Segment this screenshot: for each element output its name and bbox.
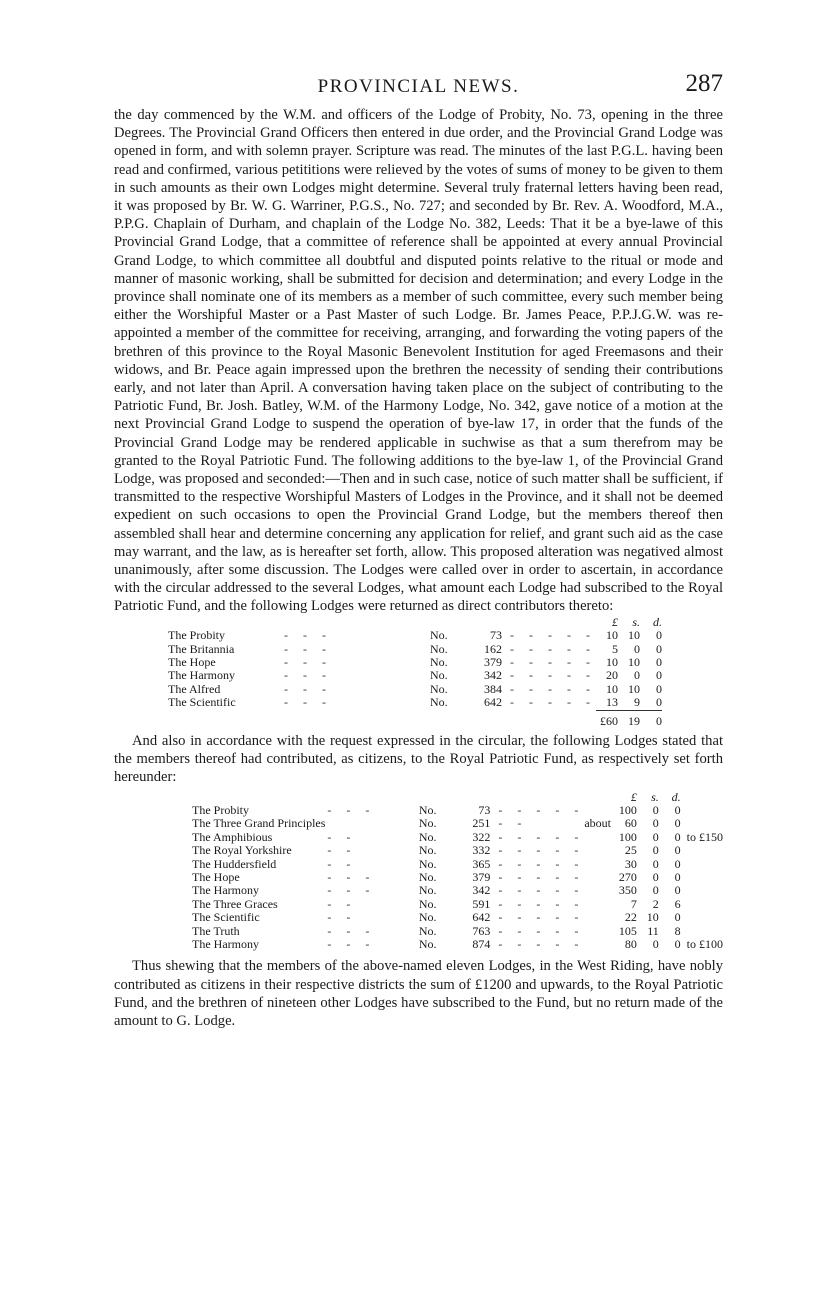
lodge-name: The Hope xyxy=(168,654,216,669)
number-label: No. xyxy=(418,843,437,858)
table-row xyxy=(192,831,723,844)
lodge-number: 384 xyxy=(484,681,502,696)
table-row xyxy=(192,925,723,938)
leader-dashes xyxy=(325,817,418,830)
lodge-number: 379 xyxy=(484,654,502,669)
pounds-value: 20 xyxy=(605,668,618,683)
number-label: No. xyxy=(430,668,448,683)
number-label: No. xyxy=(418,923,437,938)
leader-dashes: - - - xyxy=(284,654,332,669)
pounds-value: 25 xyxy=(624,843,637,858)
pounds-value: 105 xyxy=(618,923,637,938)
pounds-value: 270 xyxy=(618,869,637,884)
pence-value: 0 xyxy=(655,681,662,696)
pounds-value: 100 xyxy=(618,829,637,844)
paragraph-2: And also in accordance with the request expressed in the circular, the following Lodges stated that the members thereof had contributed, as citizens, to the Royal Patriotic Fund, as respectively set forth hereunder: xyxy=(114,732,723,786)
number-label: No. xyxy=(418,883,437,898)
leader-dashes: - - - - - xyxy=(510,668,596,683)
lodge-number: 874 xyxy=(472,937,491,952)
number-label: No. xyxy=(418,802,437,817)
number-label: No. xyxy=(418,896,437,911)
table-row xyxy=(168,683,662,696)
lodge-name: The Scientific xyxy=(168,695,236,710)
lodge-name: The Three Grand Principles xyxy=(192,816,326,831)
lodge-number: 342 xyxy=(484,668,502,683)
lodge-number: 379 xyxy=(472,869,491,884)
pence-value: 8 xyxy=(674,923,681,938)
leader-dashes: - - - xyxy=(327,883,376,898)
number-label: No. xyxy=(430,654,448,669)
leader-dashes: - - - xyxy=(284,641,332,656)
lodge-number: 591 xyxy=(472,896,491,911)
lodge-number: 342 xyxy=(472,883,491,898)
number-label: No. xyxy=(418,937,437,952)
pounds-label: £ xyxy=(630,789,637,804)
leader-dashes: - - xyxy=(327,843,357,858)
leader-dashes: - - - - - xyxy=(498,856,585,871)
pence-value: 0 xyxy=(655,628,662,643)
pounds-value: 100 xyxy=(618,802,637,817)
lodge-name: The Britannia xyxy=(168,641,235,656)
lodge-name: The Truth xyxy=(192,923,240,938)
pence-value: 0 xyxy=(674,937,681,952)
leader-dashes: - - - - - xyxy=(498,910,585,925)
pence-value: 0 xyxy=(655,654,662,669)
leader-dashes: - - - - - xyxy=(498,829,585,844)
pence-value: 0 xyxy=(674,802,681,817)
shillings-value: 9 xyxy=(633,695,640,710)
pounds-value: 60 xyxy=(624,816,637,831)
shillings-value: 2 xyxy=(652,896,659,911)
pounds-value: 10 xyxy=(605,654,618,669)
leader-dashes: - - - - - xyxy=(498,896,585,911)
lodge-name: The Harmony xyxy=(192,937,259,952)
lodge-name: The Harmony xyxy=(168,668,235,683)
shillings-label: s. xyxy=(632,614,640,629)
amount-note xyxy=(681,898,723,911)
lodge-number: 332 xyxy=(472,843,491,858)
leader-dashes: - - - xyxy=(327,869,376,884)
leader-dashes: - - - - - xyxy=(498,923,585,938)
number-label: No. xyxy=(430,628,448,643)
number-label: No. xyxy=(418,910,437,925)
pence-value: 0 xyxy=(674,856,681,871)
leader-dashes: - - - - - xyxy=(498,843,585,858)
leader-dashes: - - - xyxy=(284,695,332,710)
leader-dashes: - - - xyxy=(327,802,376,817)
lodge-number: 365 xyxy=(472,856,491,871)
pounds-value: 22 xyxy=(624,910,637,925)
leader-dashes: - - xyxy=(327,829,357,844)
shillings-value: 0 xyxy=(633,668,640,683)
lodge-number: 642 xyxy=(484,695,502,710)
table-row xyxy=(168,669,662,682)
lodge-name: The Three Graces xyxy=(192,896,278,911)
page-header xyxy=(114,0,723,106)
table-row xyxy=(168,643,662,656)
lodge-name: The Hope xyxy=(192,869,240,884)
about-label xyxy=(584,925,611,938)
currency-header-row xyxy=(192,791,723,804)
about-label xyxy=(584,884,611,897)
total-pounds: £60 xyxy=(596,710,618,728)
pence-value: 0 xyxy=(655,695,662,710)
amount-note xyxy=(681,804,723,817)
about-label xyxy=(584,831,611,844)
lodge-name: The Royal Yorkshire xyxy=(192,843,292,858)
lodge-name: The Harmony xyxy=(192,883,259,898)
pence-label: d. xyxy=(652,614,662,629)
table-row xyxy=(192,804,723,817)
leader-dashes: - - - - - xyxy=(510,654,596,669)
about-label xyxy=(584,898,611,911)
about-label: about xyxy=(584,816,612,831)
leader-dashes: - - xyxy=(498,816,528,831)
shillings-value: 0 xyxy=(652,883,659,898)
shillings-value: 10 xyxy=(627,654,640,669)
direct-contributors-table xyxy=(168,616,662,728)
amount-note xyxy=(681,844,723,857)
leader-dashes: - - xyxy=(327,856,357,871)
pounds-value: 350 xyxy=(618,883,637,898)
amount-note xyxy=(681,871,723,884)
leader-dashes: - - - - - xyxy=(510,641,596,656)
table-row xyxy=(192,871,723,884)
number-label: No. xyxy=(418,856,437,871)
lodge-name: The Huddersfield xyxy=(192,856,277,871)
shillings-value: 10 xyxy=(627,681,640,696)
total-shillings: 19 xyxy=(618,710,640,728)
table-row xyxy=(192,844,723,857)
about-label xyxy=(584,871,611,884)
total-pence: 0 xyxy=(640,710,662,728)
table-row xyxy=(192,858,723,871)
shillings-value: 0 xyxy=(652,843,659,858)
amount-note xyxy=(681,817,723,830)
running-title: PROVINCIAL NEWS. xyxy=(317,76,520,97)
leader-dashes: - - - xyxy=(284,628,332,643)
pounds-label: £ xyxy=(611,614,618,629)
lodge-number: 251 xyxy=(472,816,491,831)
number-label: No. xyxy=(418,816,437,831)
lodge-number: 73 xyxy=(490,628,502,643)
total-row xyxy=(168,710,662,728)
leader-dashes: - - - - - xyxy=(510,628,596,643)
amount-note xyxy=(681,884,723,897)
about-label xyxy=(584,938,611,951)
pence-value: 0 xyxy=(674,816,681,831)
pence-value: 0 xyxy=(655,668,662,683)
table-row xyxy=(192,898,723,911)
lodge-number: 162 xyxy=(484,641,502,656)
pence-value: 0 xyxy=(674,829,681,844)
leader-dashes: - - - - - xyxy=(498,802,585,817)
pence-label: d. xyxy=(671,789,681,804)
paragraph-1: the day commenced by the W.M. and officers of the Lodge of Probity, No. 73, opening in the three Degrees. The Provincial Grand Officers then entered in due order, and the Provincial Grand Lodge was opened in form, and with solemn prayer. Scripture was read. The minutes of the last P.G.L. having been read and confirmed, various petititions were relieved by the votes of sums of money to be given to them in such amounts as their own Lodges might determine. Several truly fraternal letters having been read, it was proposed by Br. W. G. Warriner, P.G.S., No. 727; and seconded by Br. Rev. A. Woodford, M.A., P.P.G. Chaplain of Durham, and chaplain of the Lodge No. 382, Leeds: That it be a bye-lawe of this Provincial Grand Lodge, that a committee of reference shall be appointed at every annual Provincial Grand Lodge, to which committee all doubtful and disputed points relative to the ritual or mode and manner of masonic working, shall be submitted for decision and determination; and every Lodge in the province shall nominate one of its members as a member of such committee, every such member being either the Worshipful Master or a Past Master of such Lodge. Br. James Peace, P.P.J.G.W. was re-appointed a member of the committee for receiving, arranging, and forwarding the voting papers of the brethren of this province to the Royal Masonic Benevolent Institution for aged Freemasons and their widows, and Br. Peace again impressed upon the brethren the necessity of sending their contributions early, and not later than April. A conversation having taken place on the subject of contributing to the Patriotic Fund, Br. Josh. Batley, W.M. of the Harmony Lodge, No. 342, gave notice of a motion at the next Provincial Grand Lodge to suspend the operation of bye-law 17, in order that the funds of the Provincial Grand Lodge may be rendered applicable in suchwise as that a sum therefrom may be granted to the Royal Patriotic Fund. The following additions to the bye-law 1, of the Provincial Grand Lodge, was proposed and seconded:—Then and in such case, notice of such matter shall be sufficient, if transmitted to the respective Worshipful Masters of Lodges in the Province, and it shall not be deemed expedient on such occasions to open the Provincial Grand Lodge, but the members thereof then assembled shall hear and determine concerning any application for relief, and grant such aid as the case may warrant, and the law, as is hereafter set forth, allow. This proposed alteration was negatived almost unanimously, after some discussion. The Lodges were called over in order to ascertain, in accordance with the circular addressed to the several Lodges, what amount each Lodge had subscribed to the Royal Patriotic Fund, and the following Lodges were returned as direct contributors thereto: xyxy=(114,107,723,615)
leader-dashes: - - - - - xyxy=(498,937,585,952)
pounds-value: 10 xyxy=(605,628,618,643)
pounds-value: 10 xyxy=(605,681,618,696)
table-row xyxy=(192,884,723,897)
lodge-name: The Amphibious xyxy=(192,829,273,844)
shillings-value: 0 xyxy=(652,856,659,871)
table-row xyxy=(192,817,723,830)
amount-note: to £100 xyxy=(686,937,723,952)
shillings-value: 0 xyxy=(652,829,659,844)
about-label xyxy=(584,911,611,924)
table-row xyxy=(192,938,723,951)
lodge-name: The Scientific xyxy=(192,910,260,925)
shillings-value: 10 xyxy=(627,628,640,643)
table-row xyxy=(168,629,662,642)
pence-value: 6 xyxy=(674,896,681,911)
paragraph-3: Thus shewing that the members of the above-named eleven Lodges, in the West Riding, have nobly contributed as citizens in their respective districts the sum of £1200 and upwards, to the Royal Patriotic Fund, and the brethren of nineteen other Lodges have subscribed to the Fund, but no return made of the amount to G. Lodge. xyxy=(114,958,723,1030)
leader-dashes: - - xyxy=(327,910,357,925)
shillings-value: 11 xyxy=(647,923,659,938)
pounds-value: 7 xyxy=(630,896,637,911)
pence-value: 0 xyxy=(674,883,681,898)
shillings-label: s. xyxy=(651,789,659,804)
leader-dashes: - - xyxy=(327,896,357,911)
number-label: No. xyxy=(418,829,437,844)
about-label xyxy=(584,858,611,871)
currency-header-row xyxy=(168,616,662,629)
table-row xyxy=(192,911,723,924)
amount-note xyxy=(681,925,723,938)
pounds-value: 30 xyxy=(624,856,637,871)
about-label xyxy=(584,844,611,857)
table-row xyxy=(168,696,662,710)
lodge-name: The Alfred xyxy=(168,681,221,696)
amount-note: to £150 xyxy=(686,829,723,844)
lodge-number: 763 xyxy=(472,923,491,938)
leader-dashes: - - - - - xyxy=(498,869,585,884)
about-label xyxy=(584,804,611,817)
shillings-value: 0 xyxy=(652,937,659,952)
leader-dashes: - - - xyxy=(284,668,332,683)
pence-value: 0 xyxy=(674,869,681,884)
shillings-value: 0 xyxy=(652,816,659,831)
leader-dashes: - - - xyxy=(284,681,332,696)
number-label: No. xyxy=(430,695,448,710)
leader-dashes: - - - xyxy=(327,923,376,938)
shillings-value: 10 xyxy=(646,910,659,925)
pounds-value: 13 xyxy=(605,695,618,710)
pence-value: 0 xyxy=(655,641,662,656)
pounds-value: 5 xyxy=(611,641,618,656)
leader-dashes: - - - - - xyxy=(510,695,596,710)
citizen-contributors-table xyxy=(192,791,723,952)
pence-value: 0 xyxy=(674,843,681,858)
shillings-value: 0 xyxy=(652,869,659,884)
lodge-number: 322 xyxy=(472,829,491,844)
lodge-name: The Probity xyxy=(168,628,225,643)
pence-value: 0 xyxy=(674,910,681,925)
pounds-value: 80 xyxy=(624,937,637,952)
amount-note xyxy=(681,858,723,871)
leader-dashes: - - - - - xyxy=(510,681,596,696)
lodge-number: 73 xyxy=(478,802,491,817)
page-number: 287 xyxy=(685,70,723,97)
shillings-value: 0 xyxy=(633,641,640,656)
number-label: No. xyxy=(430,681,448,696)
number-label: No. xyxy=(430,641,448,656)
amount-note xyxy=(681,911,723,924)
number-label: No. xyxy=(418,869,437,884)
leader-dashes: - - - xyxy=(327,937,376,952)
table-row xyxy=(168,656,662,669)
shillings-value: 0 xyxy=(652,802,659,817)
lodge-number: 642 xyxy=(472,910,491,925)
leader-dashes: - - - - - xyxy=(498,883,585,898)
lodge-name: The Probity xyxy=(192,802,249,817)
